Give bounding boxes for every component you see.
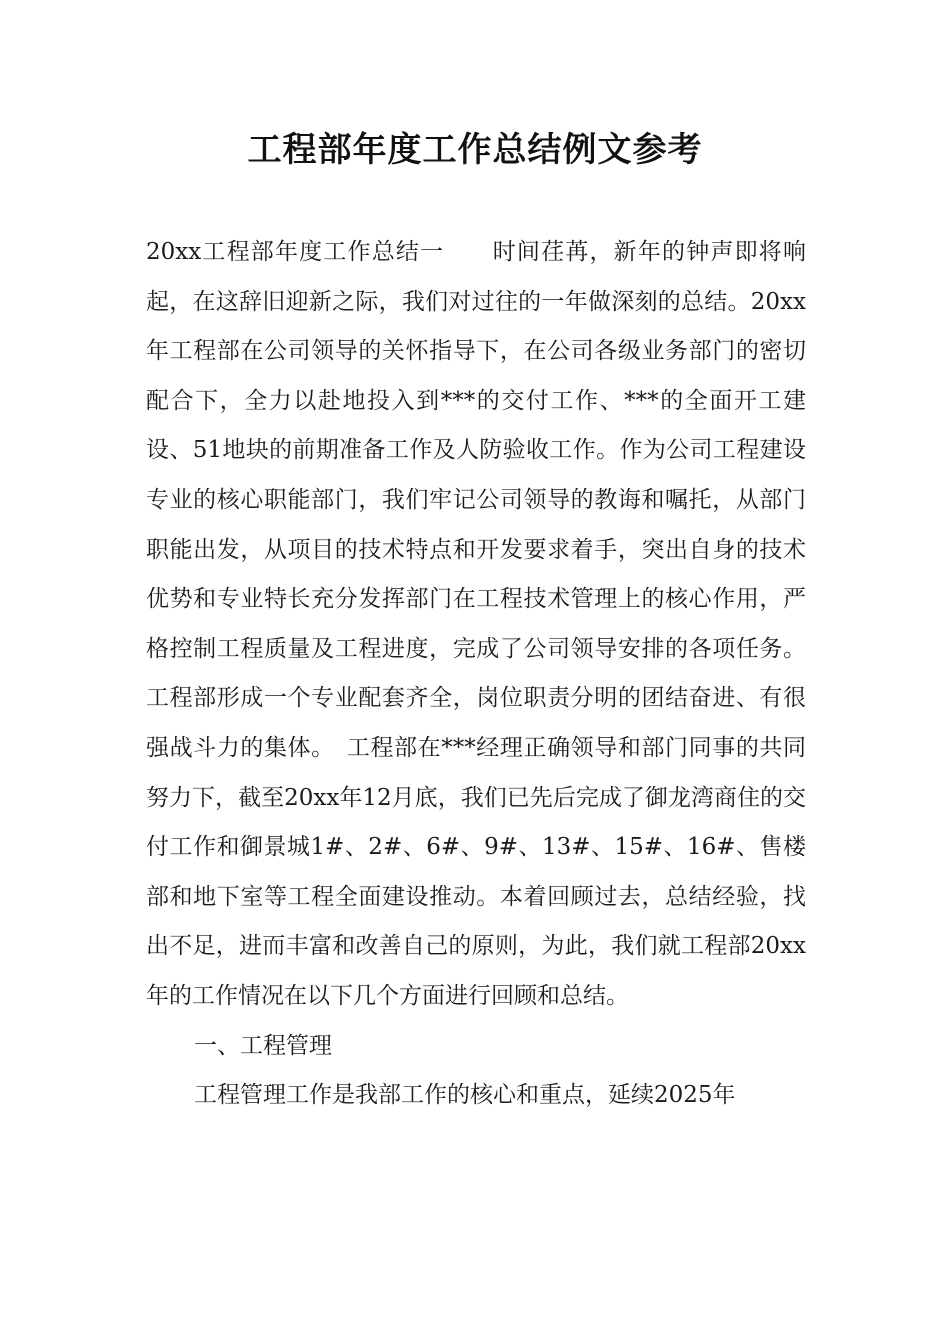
document-title: 工程部年度工作总结例文参考 xyxy=(247,130,703,170)
body-paragraph: 20xx工程部年度工作总结一 时间荏苒，新年的钟声即将响起，在这辞旧迎新之际，我们对过往的一年做深刻的总结。20xx年工程部在公司领导的关怀指导下，在公司各级业务部门的密切配合下，全力以赴地投入到***的交付工作、***的全面开工建设、51地块的前期准备工作及人防验收工作。作为公司工程建设专业的核心职能部门，我们牢记公司领导的教诲和嘱托，从部门职能出发，从项目的技术特点和开发要求着手，突出自身的技术优势和专业特长充分发挥部门在工程技术管理上的核心作用，严格控制工程质量及工程进度，完成了公司领导安排的各项任务。工程部形成一个专业配套齐全，岗位职责分明的团结奋进、有很强战斗力的集体。 工程部在***经理正确领导和部门同事的共同努力下，截至20xx年12月底，我们已先后完成了御龙湾商住的交付工作和御景城1#、2#、6#、9#、13#、15#、16#、售楼部和地下室等工程全面建设推动。本着回顾过去，总结经验，找出不足，进而丰富和改善自己的原则，为此，我们就工程部20xx年的工作情况在以下几个方面进行回顾和总结。 xyxy=(146,239,806,1009)
document-body xyxy=(146,228,806,1121)
section-heading: 一、工程管理 xyxy=(194,1032,332,1059)
body-paragraph: 工程管理工作是我部工作的核心和重点，延续2025年 xyxy=(194,1082,736,1109)
